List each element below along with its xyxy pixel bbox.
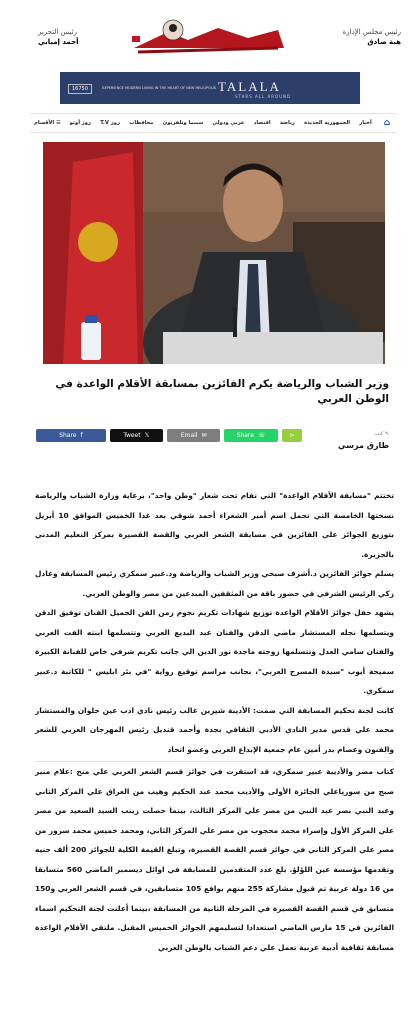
nav-item-sports[interactable]: رياضة (279, 120, 295, 126)
nav-item-economy[interactable]: اقتصاد (253, 120, 271, 126)
article-paragraph: كتاب مصر والأديبة عبير سمكري، قد استقرت في جوائز قسم الشعر العربي علي منح :علام منير صبح من سورياعلي الجائزة الأولى والأديب محمد عبد الحكيم وهيب من العراق علي المركز الثاني وعبد النبي نصر عبد النبي من مصر علي المركز الثالث، بينما حصلت زينب السيد السعيد من مصر علي المركز الأول وإسراء محمد محجوب من مصر علي المركز الثاني، ومحمد خميس محمد سرور من مصر علي المركز الثاني في جوائز قسم القصة القصيرة، وتبلغ القيمة الكلية للجوائز 200 ألف جنيه وتقدمها مؤسسة عين اللؤلؤ. بلغ عدد المتقدمين للمسابقة في اوائل ديسمبر الماضي 560 متسابقا من 16 دولة عربية تم قبول مشاركة 255 منهم بواقع 105 متسابقين، في قسم الشعر العربي و150 متسابق في قسم القصة القصيرة في المرحلة الثانية من المسابقة ،بينما أعلنت لجنة التحكيم اسماء الفائزين في 15 مارس الماضي استعدادا لتسليمهم الجوائز الخميس المقبل. ملتقي الأقلام الواعدة مسابقة ثقافية أدبية عربية تعمل علي دعم الشباب بالوطن العربي (35, 767, 395, 952)
article-hero-image (43, 142, 385, 364)
article-paragraph: كانت لجنة تحكيم المسابقة التي ضمت: الأديبة شيرين غالب رئيس نادي ادب عين حلوان والمستشار محمد علي قدس مدير النادي الأدبي الثقافي بجدة وأحمد قنديل رئيس المهرجان العربي للشعر والفنون وعصام بدر أمين عام جمعية الإبداع العربي وعضو اتحاد (35, 705, 394, 754)
nav-item-sections[interactable] (34, 120, 61, 126)
facebook-share-button[interactable] (36, 429, 106, 442)
article-title: وزير الشباب والرياضة يكرم الفائزين بمسابقة الأقلام الواعدة في الوطن العربي (55, 378, 389, 405)
author-label-text: كتب (374, 431, 384, 437)
nav-item-cinema-tv[interactable]: سينما وتلفزيون (162, 120, 204, 126)
x-icon: 𝕏 (144, 432, 150, 439)
banner-hotline: 16750 (68, 84, 92, 94)
email-share-button[interactable] (167, 429, 220, 442)
banner-tagline: STARS ALL AROUND (235, 94, 292, 99)
author-name[interactable]: طارق مرسي (338, 441, 389, 450)
share-icon: ⋖ (289, 432, 295, 439)
board-chair (343, 27, 401, 47)
editor-name: أحمد إمبابي (38, 38, 79, 46)
article-paragraph: تختتم "مسابقة الأقلام الواعدة" التي تقام تحت شعار "وطن واحد"، برعاية وزارة الشباب والرياضة نسختها الخامسة التي تحمل اسم أمير الشعراء أحمد شوقي بعد غدا الخميس الموافق 10 أبريل بتوزيع الجوائز علي الفائزين في مسابقة الشعر العربي والقصة القصيرة بمركز التعليم المدني بالجزيرة. (35, 491, 394, 559)
ad-banner[interactable] (60, 72, 360, 104)
board-role: رئيس مجلس الإدارة (342, 28, 401, 36)
sharethis-button[interactable] (282, 429, 302, 442)
twitter-share-button[interactable] (110, 429, 163, 442)
envelope-icon: ✉ (201, 432, 207, 439)
article-paragraph: يشهد حفل جوائز الأقلام الواعدة توزيع شهادات تكريم نجوم زمن الفن الجميل الفنان توفيق الدقن ويتسلمها نجله المستشار ماضي الدقن والفنان عبد البديع العربي وتتسلمها ابنته الفت العربي والفنان سامي العدل وتتسلمها زوجته ماجدة نور الدين الي جانب تكريم شرفي خاص للفنانة الكبيرة سميحة أيوب "سيدة المسرح العربي"، بجانب مراسم توقيع رواية "في بئر ابليس " للكاتبة د.عبير سمكري. (35, 608, 394, 695)
banner-brand: TALALA (218, 79, 281, 94)
rose-al-youssef-logo[interactable] (128, 18, 290, 58)
author-label (338, 431, 389, 437)
whatsapp-icon: ☏ (257, 432, 266, 439)
board-name: هبة صادق (367, 38, 401, 46)
nav-item-arab-intl[interactable]: عربي ودولي (212, 120, 245, 126)
main-nav (30, 113, 397, 133)
email-share-label: Email (180, 432, 198, 439)
nav-item-rose-tv[interactable]: روز T.V (100, 120, 120, 126)
editor-role: رئيس التحرير (38, 28, 77, 36)
whatsapp-share-label: Share (236, 432, 254, 439)
nav-item-rose-auto[interactable]: روز أوتو (69, 120, 92, 126)
facebook-icon: f (80, 432, 83, 439)
article-paragraph: يسلم جوائز الفائزين د.أشرف صبحي وزير الشباب والرياضة ود.عبير سمكري رئيس المسابقة وعادل زكي الرئيس الشرفي في حضور باقة من المثقفين المبدعين من مصر والوطن العربي. (35, 569, 394, 598)
home-icon[interactable]: ⌂ (383, 118, 391, 128)
nav-item-sections-label: الأقسام (34, 120, 55, 126)
nav-item-news[interactable]: أخبار (359, 120, 372, 126)
twitter-share-label: Tweet (123, 432, 141, 439)
menu-icon: ☰ (54, 120, 61, 126)
article-body (35, 486, 394, 957)
share-bar (36, 429, 306, 442)
pencil-icon: ✎ (383, 431, 389, 437)
site-header (0, 0, 419, 58)
hero-photo (43, 142, 385, 364)
nav-item-governorates[interactable]: محافظات (129, 120, 154, 126)
whatsapp-share-button[interactable] (224, 429, 277, 442)
facebook-share-label: Share (59, 432, 77, 439)
editor-in-chief (38, 27, 79, 47)
byline (338, 431, 389, 450)
nav-item-new-republic[interactable]: الجمهورية الجديدة (304, 120, 351, 126)
banner-small-text: EXPERIENCE MODERN LIVING IN THE HEART OF NEW HELIOPOLIS (102, 86, 217, 90)
